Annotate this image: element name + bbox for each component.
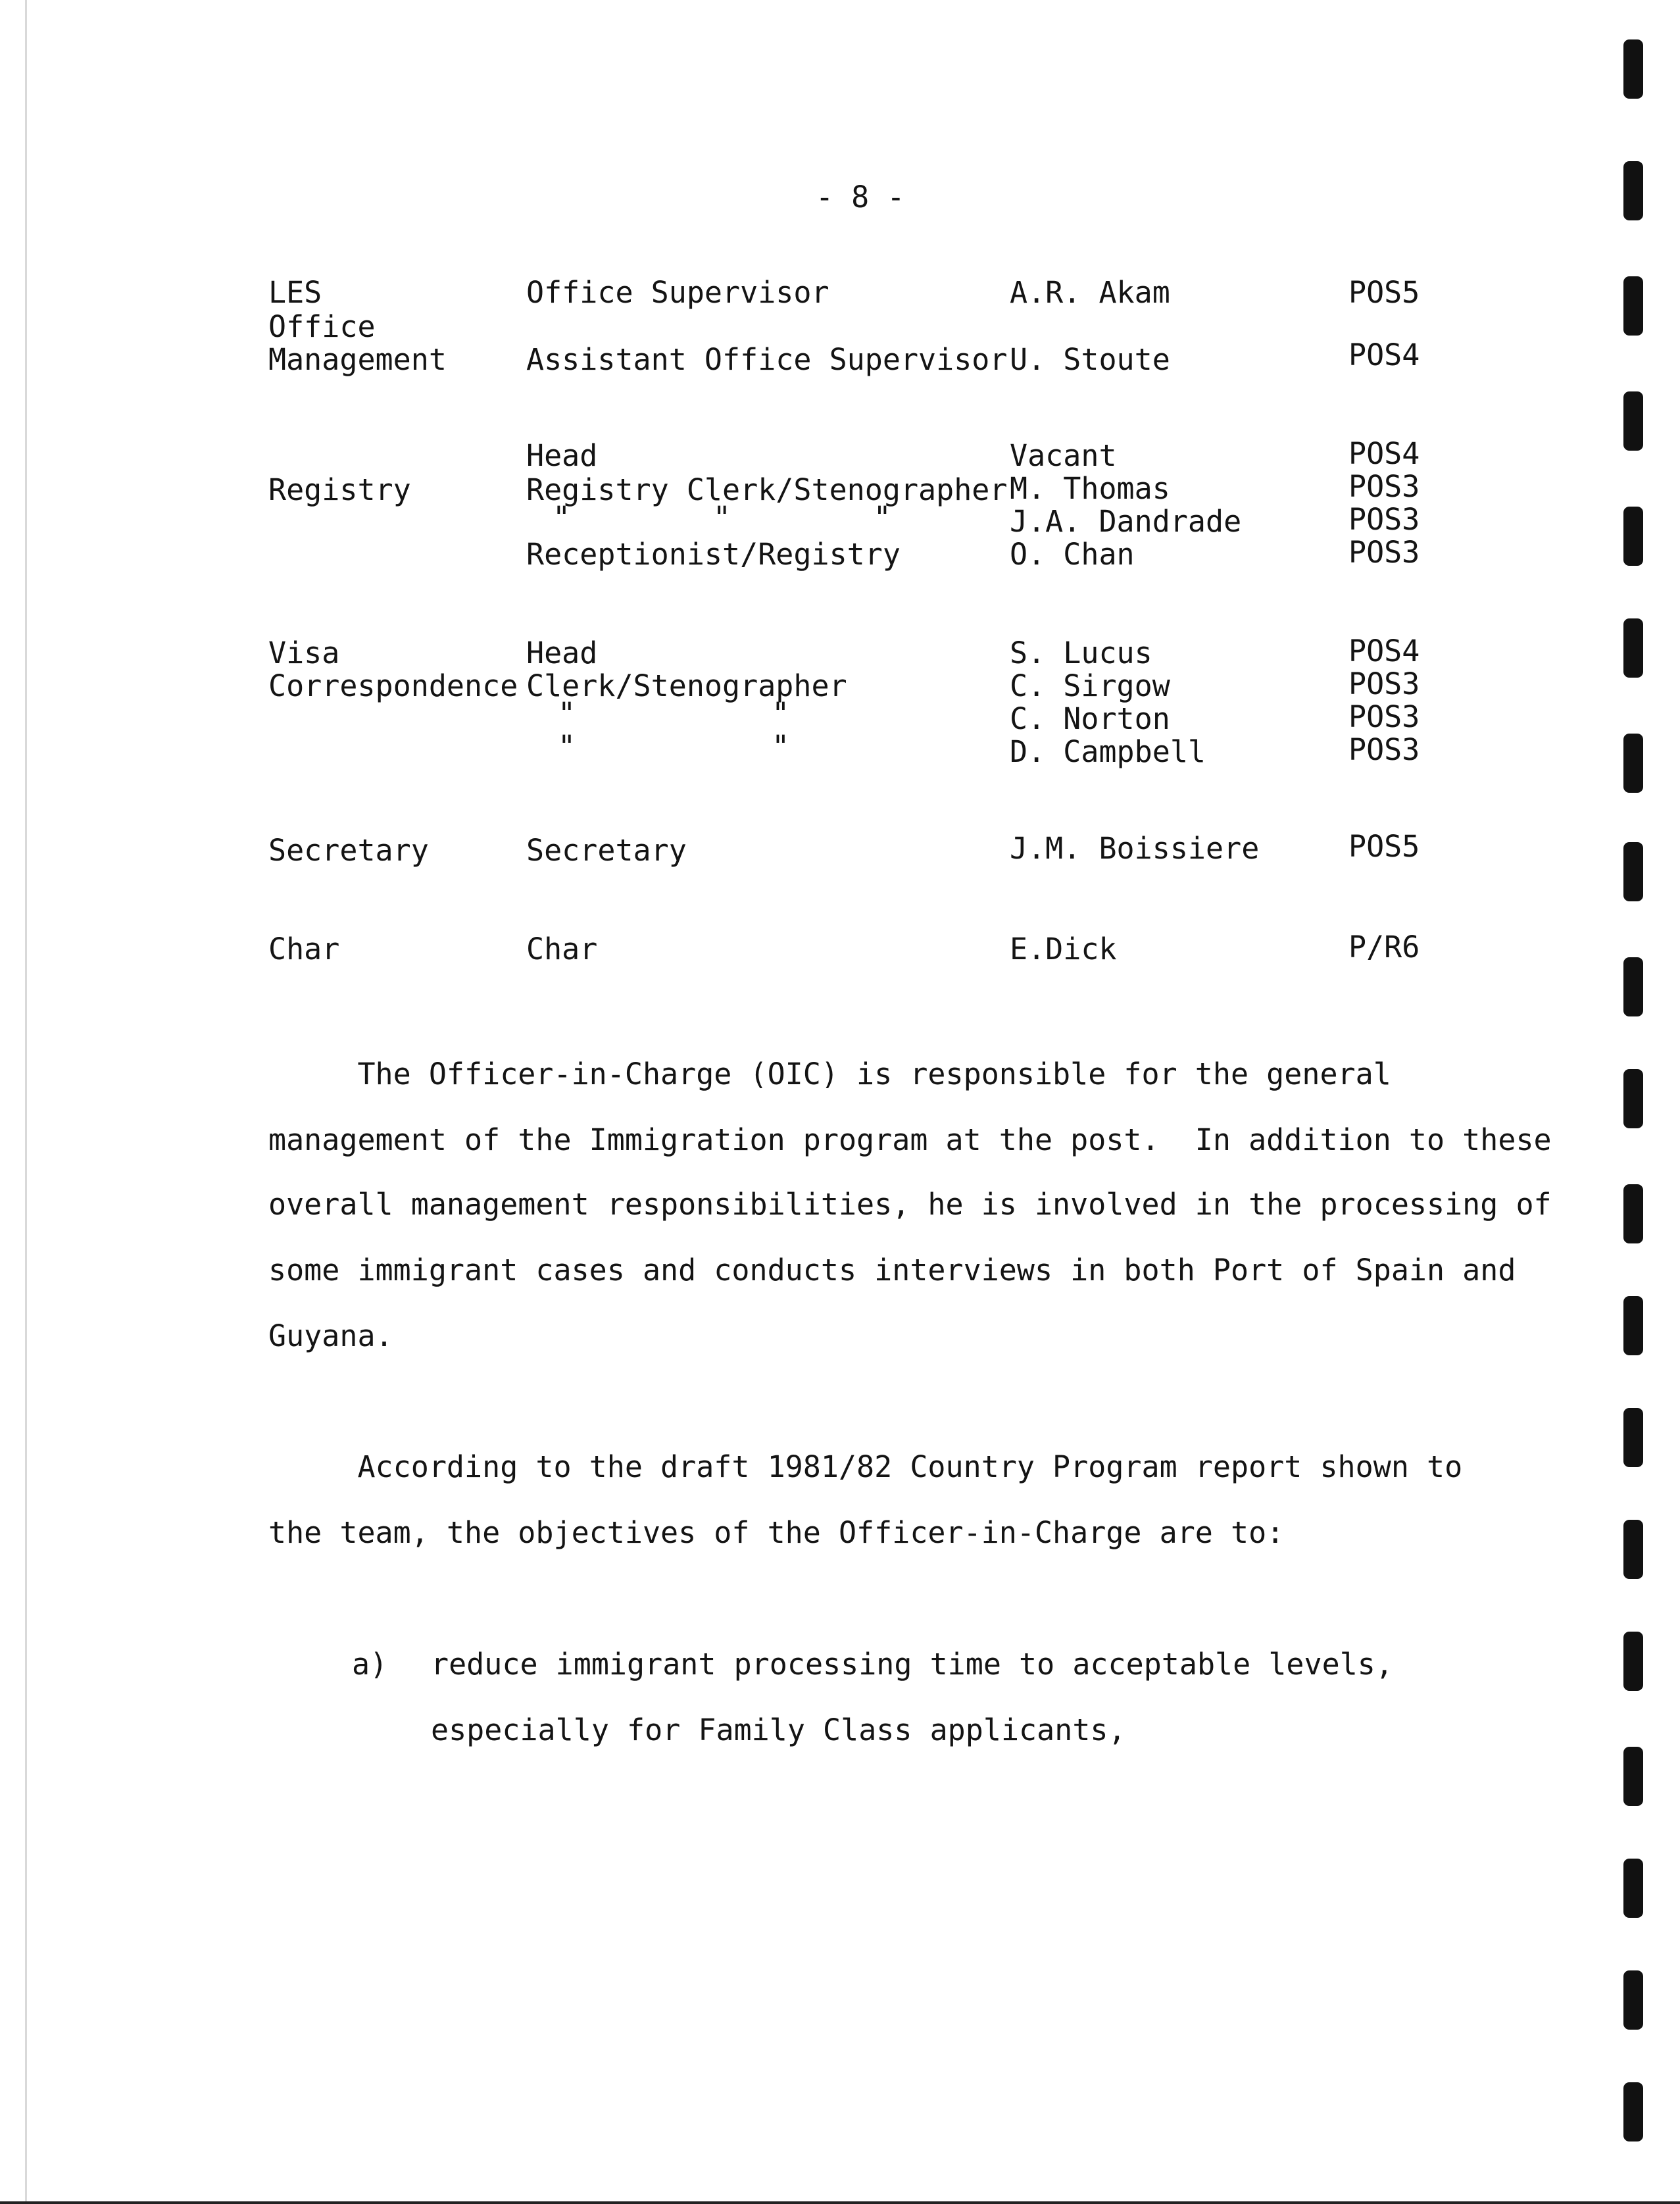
objective-line: especially for Family Class applicants, — [431, 1713, 1126, 1747]
table-cell-position: Receptionist/Registry — [526, 537, 901, 572]
binding-hole — [1623, 1520, 1643, 1579]
table-cell-name: A.R. Akam — [1010, 275, 1170, 310]
list-marker: a) — [352, 1647, 388, 1682]
table-cell-grade: POS5 — [1348, 275, 1420, 310]
table-cell-position: Office Supervisor — [526, 275, 829, 310]
objective-line: reduce immigrant processing time to acceptable levels, — [431, 1647, 1393, 1682]
table-cell-name: U. Stoute — [1010, 342, 1170, 377]
table-cell-grade: POS3 — [1348, 535, 1420, 570]
table-cell-position: Secretary — [526, 833, 687, 868]
paragraph-line: According to the draft 1981/82 Country Program report shown to — [268, 1449, 1463, 1484]
binding-hole — [1623, 618, 1643, 678]
table-cell-name: C. Norton — [1010, 701, 1170, 736]
table-cell-section: Secretary — [268, 833, 429, 868]
table-cell-name: J.A. Dandrade — [1010, 504, 1242, 539]
paragraph-line: management of the Immigration program at the post. In addition to these — [268, 1122, 1552, 1157]
table-cell-name: O. Chan — [1010, 537, 1135, 572]
binding-hole — [1623, 1970, 1643, 2030]
table-cell-position: Assistant Office Supervisor — [526, 342, 1008, 377]
table-cell-name: M. Thomas — [1010, 471, 1170, 506]
table-cell-grade: POS4 — [1348, 436, 1420, 471]
table-cell-section: Office — [268, 309, 376, 344]
binding-hole — [1623, 161, 1643, 220]
table-cell-grade: POS3 — [1348, 502, 1420, 537]
table-cell-name: S. Lucus — [1010, 636, 1152, 670]
table-cell-grade: POS4 — [1348, 338, 1420, 372]
binding-hole — [1623, 842, 1643, 901]
binding-hole — [1623, 1069, 1643, 1128]
table-cell-section: Registry — [268, 472, 411, 507]
table-cell-section: LES — [268, 275, 322, 310]
binding-hole — [1623, 1296, 1643, 1355]
table-cell-section: Char — [268, 932, 340, 966]
table-cell-name: C. Sirgow — [1010, 668, 1170, 703]
paragraph-line: the team, the objectives of the Officer-in-Charge are to: — [268, 1515, 1285, 1550]
binding-hole — [1623, 1859, 1643, 1918]
table-cell-grade: POS5 — [1348, 829, 1420, 864]
table-cell-position-ditto: " " — [558, 729, 790, 764]
paragraph-line: some immigrant cases and conducts interviews in both Port of Spain and — [268, 1253, 1516, 1288]
table-cell-grade: POS3 — [1348, 666, 1420, 701]
binding-hole — [1623, 507, 1643, 566]
paragraph-line: Guyana. — [268, 1318, 393, 1353]
binding-hole — [1623, 39, 1643, 99]
table-cell-name: D. Campbell — [1010, 734, 1206, 769]
binding-hole — [1623, 957, 1643, 1016]
binding-hole — [1623, 734, 1643, 793]
binding-hole — [1623, 1632, 1643, 1691]
table-cell-grade: POS3 — [1348, 732, 1420, 767]
binding-hole — [1623, 276, 1643, 336]
page-number: - 8 - — [816, 180, 905, 214]
scan-left-edge — [25, 0, 27, 2204]
table-cell-grade: P/R6 — [1348, 930, 1420, 964]
paragraph-line: overall management responsibilities, he is involved in the processing of — [268, 1187, 1552, 1222]
binding-hole — [1623, 2082, 1643, 2141]
table-cell-grade: POS3 — [1348, 469, 1420, 504]
table-cell-position: Clerk/Stenographer — [526, 668, 847, 703]
binding-hole — [1623, 1408, 1643, 1467]
table-cell-grade: POS4 — [1348, 634, 1420, 668]
table-cell-name: Vacant — [1010, 438, 1117, 473]
table-cell-grade: POS3 — [1348, 699, 1420, 734]
table-cell-section: Management — [268, 342, 447, 377]
table-cell-position: Head — [526, 636, 598, 670]
table-cell-position-ditto: " " " — [553, 500, 891, 535]
table-cell-name: J.M. Boissiere — [1010, 831, 1260, 866]
table-cell-name: E.Dick — [1010, 932, 1117, 966]
table-cell-position: Char — [526, 932, 598, 966]
binding-hole — [1623, 1184, 1643, 1243]
table-cell-position: Registry Clerk/Stenographer — [526, 472, 1008, 507]
table-cell-position: Head — [526, 438, 598, 473]
table-cell-section: Correspondence — [268, 668, 518, 703]
table-cell-position-ditto: " " — [558, 696, 790, 731]
table-cell-section: Visa — [268, 636, 340, 670]
binding-hole — [1623, 1747, 1643, 1806]
paragraph-line: The Officer-in-Charge (OIC) is responsible for the general — [268, 1057, 1391, 1091]
binding-hole — [1623, 391, 1643, 451]
scan-bottom-edge — [0, 2201, 1680, 2204]
